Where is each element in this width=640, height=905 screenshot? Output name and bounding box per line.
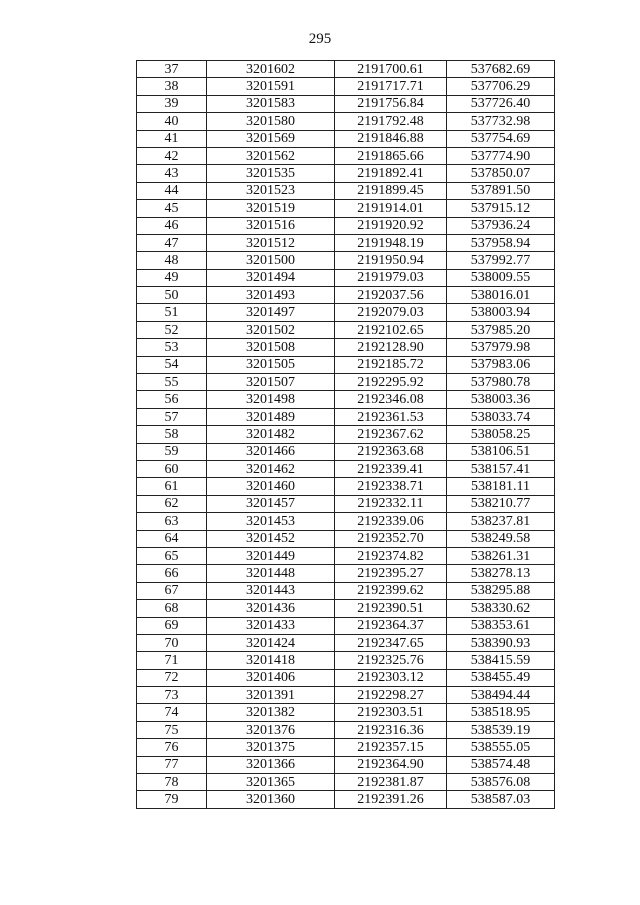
x-coordinate-cell: 2192390.51 <box>335 600 447 617</box>
point-number-cell: 42 <box>137 147 207 164</box>
x-coordinate-cell: 2191950.94 <box>335 252 447 269</box>
y-coordinate-cell: 538415.59 <box>447 652 555 669</box>
point-id-cell: 3201583 <box>207 95 335 112</box>
table-row <box>137 217 555 234</box>
point-number-cell: 69 <box>137 617 207 634</box>
table-row <box>137 547 555 564</box>
point-number-cell: 41 <box>137 130 207 147</box>
point-number-cell: 67 <box>137 582 207 599</box>
point-number-cell: 64 <box>137 530 207 547</box>
x-coordinate-cell: 2192339.06 <box>335 513 447 530</box>
point-id-cell: 3201460 <box>207 478 335 495</box>
y-coordinate-cell: 538106.51 <box>447 443 555 460</box>
x-coordinate-cell: 2192352.70 <box>335 530 447 547</box>
point-number-cell: 71 <box>137 652 207 669</box>
point-number-cell: 38 <box>137 78 207 95</box>
table-row <box>137 565 555 582</box>
point-number-cell: 66 <box>137 565 207 582</box>
point-id-cell: 3201457 <box>207 495 335 512</box>
y-coordinate-cell: 538574.48 <box>447 756 555 773</box>
y-coordinate-cell: 538033.74 <box>447 408 555 425</box>
x-coordinate-cell: 2191846.88 <box>335 130 447 147</box>
x-coordinate-cell: 2192367.62 <box>335 426 447 443</box>
point-id-cell: 3201452 <box>207 530 335 547</box>
point-number-cell: 45 <box>137 200 207 217</box>
point-number-cell: 62 <box>137 495 207 512</box>
x-coordinate-cell: 2192303.12 <box>335 669 447 686</box>
point-number-cell: 60 <box>137 460 207 477</box>
y-coordinate-cell: 538518.95 <box>447 704 555 721</box>
x-coordinate-cell: 2191756.84 <box>335 95 447 112</box>
point-number-cell: 46 <box>137 217 207 234</box>
table-row <box>137 669 555 686</box>
table-row <box>137 113 555 130</box>
x-coordinate-cell: 2192395.27 <box>335 565 447 582</box>
table-row <box>137 634 555 651</box>
point-number-cell: 65 <box>137 547 207 564</box>
y-coordinate-cell: 537936.24 <box>447 217 555 234</box>
point-id-cell: 3201502 <box>207 321 335 338</box>
y-coordinate-cell: 537992.77 <box>447 252 555 269</box>
x-coordinate-cell: 2191717.71 <box>335 78 447 95</box>
x-coordinate-cell: 2192364.90 <box>335 756 447 773</box>
table-row <box>137 687 555 704</box>
y-coordinate-cell: 538576.08 <box>447 774 555 791</box>
y-coordinate-cell: 538390.93 <box>447 634 555 651</box>
table-row <box>137 304 555 321</box>
y-coordinate-cell: 537985.20 <box>447 321 555 338</box>
y-coordinate-cell: 538249.58 <box>447 530 555 547</box>
y-coordinate-cell: 537958.94 <box>447 234 555 251</box>
table-row <box>137 130 555 147</box>
point-id-cell: 3201466 <box>207 443 335 460</box>
y-coordinate-cell: 537980.78 <box>447 374 555 391</box>
y-coordinate-cell: 538494.44 <box>447 687 555 704</box>
table-row <box>137 339 555 356</box>
point-id-cell: 3201391 <box>207 687 335 704</box>
table-row <box>137 704 555 721</box>
point-id-cell: 3201505 <box>207 356 335 373</box>
y-coordinate-cell: 537850.07 <box>447 165 555 182</box>
point-id-cell: 3201448 <box>207 565 335 582</box>
x-coordinate-cell: 2192079.03 <box>335 304 447 321</box>
point-number-cell: 56 <box>137 391 207 408</box>
table-row <box>137 78 555 95</box>
table-row <box>137 374 555 391</box>
point-id-cell: 3201406 <box>207 669 335 686</box>
x-coordinate-cell: 2192374.82 <box>335 547 447 564</box>
y-coordinate-cell: 537682.69 <box>447 61 555 78</box>
point-id-cell: 3201360 <box>207 791 335 808</box>
point-number-cell: 37 <box>137 61 207 78</box>
point-id-cell: 3201508 <box>207 339 335 356</box>
table-row <box>137 756 555 773</box>
x-coordinate-cell: 2191865.66 <box>335 147 447 164</box>
point-id-cell: 3201500 <box>207 252 335 269</box>
x-coordinate-cell: 2192338.71 <box>335 478 447 495</box>
point-id-cell: 3201562 <box>207 147 335 164</box>
y-coordinate-cell: 538181.11 <box>447 478 555 495</box>
y-coordinate-cell: 538003.36 <box>447 391 555 408</box>
point-id-cell: 3201366 <box>207 756 335 773</box>
point-id-cell: 3201602 <box>207 61 335 78</box>
x-coordinate-cell: 2192298.27 <box>335 687 447 704</box>
y-coordinate-cell: 537979.98 <box>447 339 555 356</box>
x-coordinate-cell: 2192295.92 <box>335 374 447 391</box>
y-coordinate-cell: 538278.13 <box>447 565 555 582</box>
table-row <box>137 234 555 251</box>
point-id-cell: 3201516 <box>207 217 335 234</box>
point-id-cell: 3201365 <box>207 774 335 791</box>
x-coordinate-cell: 2192185.72 <box>335 356 447 373</box>
point-id-cell: 3201375 <box>207 739 335 756</box>
point-id-cell: 3201424 <box>207 634 335 651</box>
y-coordinate-cell: 537891.50 <box>447 182 555 199</box>
point-id-cell: 3201443 <box>207 582 335 599</box>
x-coordinate-cell: 2192346.08 <box>335 391 447 408</box>
table-row <box>137 408 555 425</box>
point-id-cell: 3201569 <box>207 130 335 147</box>
table-row <box>137 617 555 634</box>
y-coordinate-cell: 537983.06 <box>447 356 555 373</box>
table-row <box>137 460 555 477</box>
point-number-cell: 75 <box>137 721 207 738</box>
point-number-cell: 68 <box>137 600 207 617</box>
point-number-cell: 58 <box>137 426 207 443</box>
y-coordinate-cell: 538157.41 <box>447 460 555 477</box>
y-coordinate-cell: 538295.88 <box>447 582 555 599</box>
y-coordinate-cell: 537706.29 <box>447 78 555 95</box>
point-number-cell: 54 <box>137 356 207 373</box>
table-row <box>137 478 555 495</box>
point-number-cell: 72 <box>137 669 207 686</box>
x-coordinate-cell: 2192364.37 <box>335 617 447 634</box>
point-number-cell: 73 <box>137 687 207 704</box>
y-coordinate-cell: 537732.98 <box>447 113 555 130</box>
x-coordinate-cell: 2192347.65 <box>335 634 447 651</box>
point-number-cell: 76 <box>137 739 207 756</box>
point-id-cell: 3201449 <box>207 547 335 564</box>
point-number-cell: 52 <box>137 321 207 338</box>
y-coordinate-cell: 538261.31 <box>447 547 555 564</box>
x-coordinate-cell: 2192399.62 <box>335 582 447 599</box>
table-row <box>137 495 555 512</box>
point-id-cell: 3201376 <box>207 721 335 738</box>
table-row <box>137 200 555 217</box>
point-id-cell: 3201512 <box>207 234 335 251</box>
x-coordinate-cell: 2192316.36 <box>335 721 447 738</box>
y-coordinate-cell: 538555.05 <box>447 739 555 756</box>
point-number-cell: 79 <box>137 791 207 808</box>
x-coordinate-cell: 2192361.53 <box>335 408 447 425</box>
x-coordinate-cell: 2191979.03 <box>335 269 447 286</box>
x-coordinate-cell: 2191892.41 <box>335 165 447 182</box>
point-id-cell: 3201497 <box>207 304 335 321</box>
y-coordinate-cell: 537754.69 <box>447 130 555 147</box>
point-id-cell: 3201591 <box>207 78 335 95</box>
point-number-cell: 43 <box>137 165 207 182</box>
point-number-cell: 63 <box>137 513 207 530</box>
x-coordinate-cell: 2191948.19 <box>335 234 447 251</box>
point-number-cell: 51 <box>137 304 207 321</box>
y-coordinate-cell: 538330.62 <box>447 600 555 617</box>
point-id-cell: 3201535 <box>207 165 335 182</box>
x-coordinate-cell: 2192381.87 <box>335 774 447 791</box>
point-number-cell: 78 <box>137 774 207 791</box>
y-coordinate-cell: 538058.25 <box>447 426 555 443</box>
x-coordinate-cell: 2191914.01 <box>335 200 447 217</box>
y-coordinate-cell: 538009.55 <box>447 269 555 286</box>
table-row <box>137 356 555 373</box>
table-row <box>137 95 555 112</box>
point-id-cell: 3201453 <box>207 513 335 530</box>
point-id-cell: 3201462 <box>207 460 335 477</box>
point-id-cell: 3201382 <box>207 704 335 721</box>
point-id-cell: 3201507 <box>207 374 335 391</box>
table-row <box>137 287 555 304</box>
x-coordinate-cell: 2191792.48 <box>335 113 447 130</box>
table-row <box>137 721 555 738</box>
y-coordinate-cell: 537915.12 <box>447 200 555 217</box>
x-coordinate-cell: 2192128.90 <box>335 339 447 356</box>
point-id-cell: 3201494 <box>207 269 335 286</box>
coordinates-table <box>136 60 555 809</box>
page-number: 295 <box>308 31 332 47</box>
point-number-cell: 39 <box>137 95 207 112</box>
point-number-cell: 50 <box>137 287 207 304</box>
y-coordinate-cell: 538353.61 <box>447 617 555 634</box>
table-row <box>137 147 555 164</box>
point-id-cell: 3201498 <box>207 391 335 408</box>
table-row <box>137 774 555 791</box>
table-row <box>137 269 555 286</box>
point-number-cell: 47 <box>137 234 207 251</box>
table-row <box>137 252 555 269</box>
x-coordinate-cell: 2192357.15 <box>335 739 447 756</box>
table-row <box>137 652 555 669</box>
point-id-cell: 3201493 <box>207 287 335 304</box>
point-id-cell: 3201580 <box>207 113 335 130</box>
table-row <box>137 739 555 756</box>
table-row <box>137 443 555 460</box>
point-number-cell: 70 <box>137 634 207 651</box>
x-coordinate-cell: 2192339.41 <box>335 460 447 477</box>
point-id-cell: 3201523 <box>207 182 335 199</box>
point-number-cell: 59 <box>137 443 207 460</box>
point-number-cell: 53 <box>137 339 207 356</box>
x-coordinate-cell: 2192391.26 <box>335 791 447 808</box>
x-coordinate-cell: 2192325.76 <box>335 652 447 669</box>
table-row <box>137 791 555 808</box>
x-coordinate-cell: 2192332.11 <box>335 495 447 512</box>
table-row <box>137 582 555 599</box>
point-id-cell: 3201482 <box>207 426 335 443</box>
point-id-cell: 3201519 <box>207 200 335 217</box>
table-row <box>137 321 555 338</box>
table-row <box>137 530 555 547</box>
table-row <box>137 61 555 78</box>
y-coordinate-cell: 538539.19 <box>447 721 555 738</box>
point-number-cell: 48 <box>137 252 207 269</box>
x-coordinate-cell: 2192303.51 <box>335 704 447 721</box>
point-number-cell: 61 <box>137 478 207 495</box>
table-row <box>137 182 555 199</box>
y-coordinate-cell: 538587.03 <box>447 791 555 808</box>
point-id-cell: 3201418 <box>207 652 335 669</box>
x-coordinate-cell: 2192363.68 <box>335 443 447 460</box>
coordinates-table-body <box>137 61 555 809</box>
point-number-cell: 77 <box>137 756 207 773</box>
point-number-cell: 57 <box>137 408 207 425</box>
x-coordinate-cell: 2191899.45 <box>335 182 447 199</box>
point-number-cell: 74 <box>137 704 207 721</box>
table-row <box>137 165 555 182</box>
x-coordinate-cell: 2192102.65 <box>335 321 447 338</box>
y-coordinate-cell: 538003.94 <box>447 304 555 321</box>
table-row <box>137 426 555 443</box>
point-number-cell: 49 <box>137 269 207 286</box>
point-id-cell: 3201433 <box>207 617 335 634</box>
y-coordinate-cell: 538455.49 <box>447 669 555 686</box>
y-coordinate-cell: 538237.81 <box>447 513 555 530</box>
y-coordinate-cell: 537726.40 <box>447 95 555 112</box>
point-id-cell: 3201489 <box>207 408 335 425</box>
y-coordinate-cell: 537774.90 <box>447 147 555 164</box>
table-row <box>137 513 555 530</box>
x-coordinate-cell: 2192037.56 <box>335 287 447 304</box>
y-coordinate-cell: 538210.77 <box>447 495 555 512</box>
x-coordinate-cell: 2191920.92 <box>335 217 447 234</box>
point-number-cell: 40 <box>137 113 207 130</box>
x-coordinate-cell: 2191700.61 <box>335 61 447 78</box>
point-id-cell: 3201436 <box>207 600 335 617</box>
point-number-cell: 55 <box>137 374 207 391</box>
table-row <box>137 600 555 617</box>
y-coordinate-cell: 538016.01 <box>447 287 555 304</box>
table-row <box>137 391 555 408</box>
point-number-cell: 44 <box>137 182 207 199</box>
